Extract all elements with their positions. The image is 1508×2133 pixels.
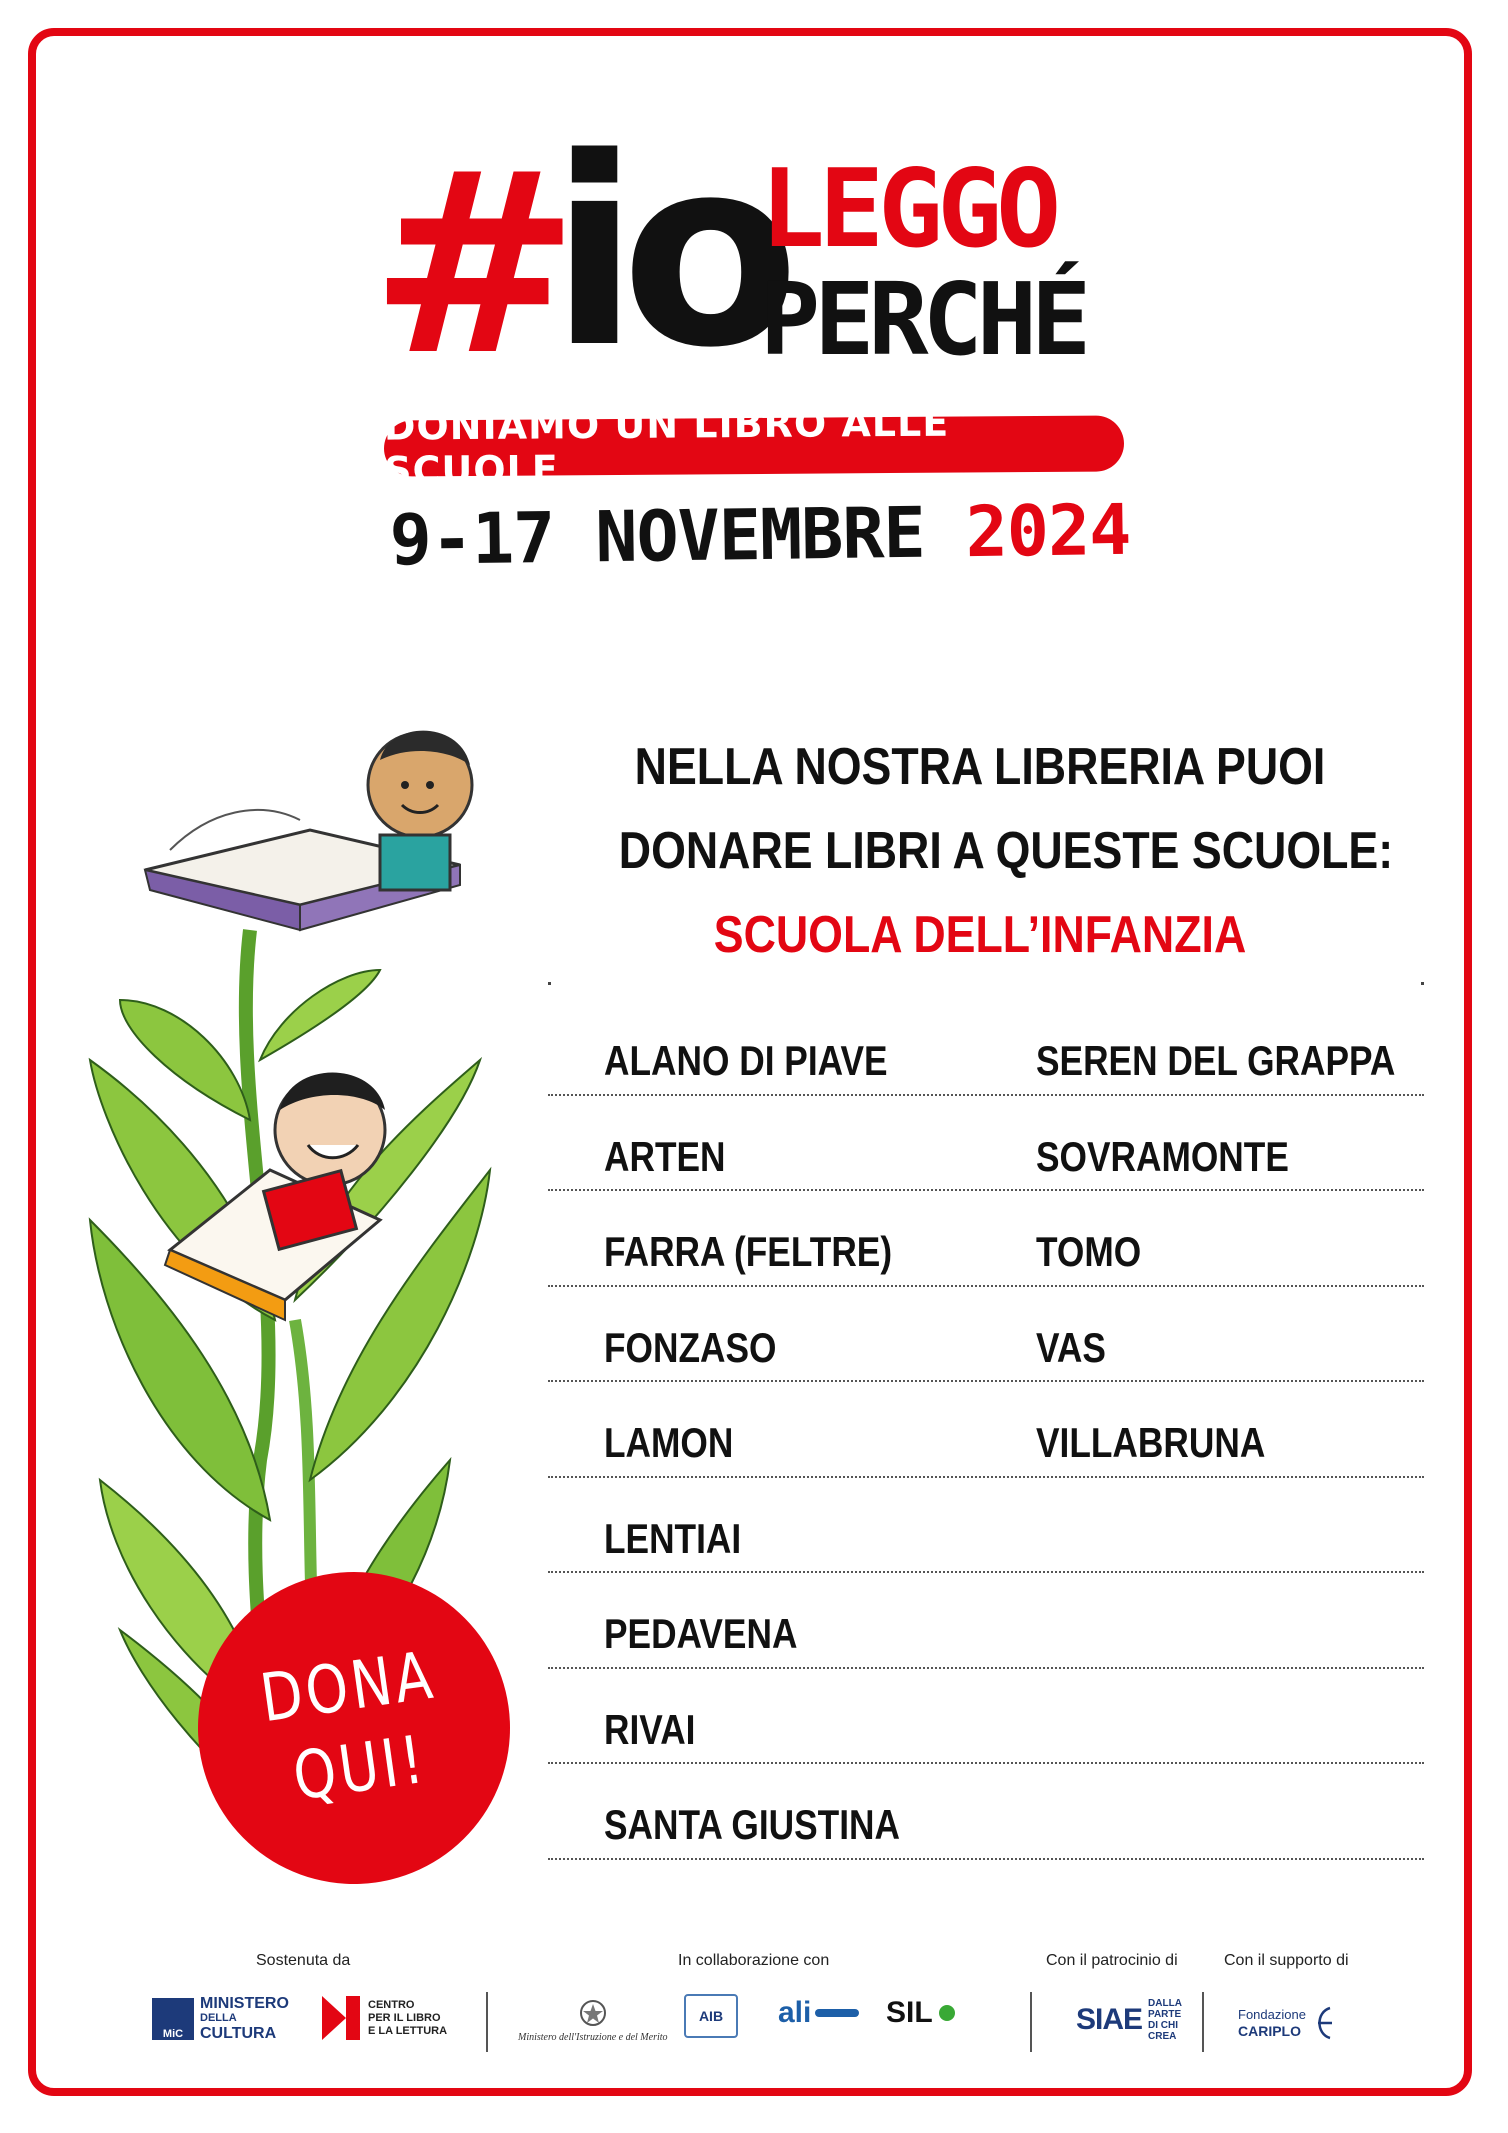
ministero-istruzione-logo: Ministero dell'Istruzione e del Merito (518, 1998, 668, 2043)
cepell-logo: CENTRO PER IL LIBRO E LA LETTURA (322, 1996, 447, 2040)
logo-io: io (550, 103, 782, 405)
list-row (548, 1669, 1424, 1765)
school-name: FONZASO (604, 1323, 777, 1371)
list-row (548, 1191, 1424, 1287)
list-row (548, 1000, 1424, 1096)
ali-logo: ali (778, 1996, 859, 2030)
school-list (548, 1000, 1424, 1860)
list-row (548, 1382, 1424, 1478)
list-top-markers (548, 982, 1424, 984)
heading-line2: DONARE LIBRI A QUESTE SCUOLE: (618, 822, 1394, 880)
sil-logo: SIL (886, 1996, 955, 2030)
footer-label-sostenuta: Sostenuta da (256, 1952, 351, 1969)
school-name: PEDAVENA (604, 1610, 798, 1657)
cariplo-logo: Fondazione CARIPLO (1238, 2006, 1334, 2040)
mic-logo: MiC MINISTERO DELLA CULTURA (152, 1996, 289, 2041)
cepell-icon (322, 1996, 346, 2040)
school-name: TOMO (1036, 1228, 1142, 1275)
school-name: RIVAI (604, 1705, 696, 1753)
logo-leggo: LEGGO (760, 147, 1056, 272)
footer-label-patrocinio: Con il patrocinio di (1046, 1952, 1178, 1969)
list-row (548, 1764, 1424, 1860)
sil-dot-icon (939, 2005, 955, 2021)
school-name: ALANO DI PIAVE (604, 1037, 888, 1084)
school-name: SANTA GIUSTINA (604, 1801, 900, 1848)
cariplo-mark-icon (1312, 2006, 1334, 2040)
school-name: LENTIAI (604, 1514, 742, 1562)
logo-perche: PERCHÉ (760, 261, 1086, 378)
footer-divider (1202, 1992, 1204, 2052)
footer-label-collaborazione: In collaborazione con (678, 1952, 830, 1969)
logo-hash: # (370, 119, 570, 410)
dona-line2: QUI! (288, 1720, 431, 1816)
mic-emblem-icon: MiC (152, 1998, 194, 2040)
school-name: ARTEN (604, 1132, 726, 1180)
aib-logo: AIB (684, 1994, 738, 2038)
school-name: LAMON (604, 1419, 734, 1466)
school-name: SOVRAMONTE (1036, 1132, 1289, 1180)
school-category: SCUOLA DELL’INFANZIA (713, 906, 1247, 964)
footer-label-supporto: Con il supporto di (1224, 1952, 1349, 1969)
campaign-logo (370, 103, 1130, 410)
slogan-text: DONIAMO UN LIBRO ALLE SCUOLE (383, 400, 950, 493)
list-row (548, 1573, 1424, 1669)
list-row (548, 1478, 1424, 1574)
footer-divider (1030, 1992, 1032, 2052)
list-row (548, 1287, 1424, 1383)
intro-heading (560, 725, 1400, 977)
italian-emblem-icon (578, 1998, 608, 2028)
school-name: FARRA (FELTRE) (604, 1228, 893, 1275)
slogan-banner (383, 400, 1124, 493)
school-name: VILLABRUNA (1036, 1419, 1266, 1466)
footer-divider (486, 1992, 488, 2052)
heading-line1: NELLA NOSTRA LIBRERIA PUOI (634, 738, 1326, 796)
school-name: VAS (1036, 1323, 1106, 1371)
school-name: SEREN DEL GRAPPA (1036, 1037, 1396, 1084)
dona-line1: DONA (256, 1636, 441, 1738)
date-year: 2024 (965, 488, 1131, 574)
list-row (548, 1096, 1424, 1192)
event-dates (379, 485, 1140, 586)
siae-logo: SIAE DALLA PARTE DI CHI CREA (1076, 1998, 1182, 2042)
date-range: 9-17 NOVEMBRE (389, 491, 926, 582)
